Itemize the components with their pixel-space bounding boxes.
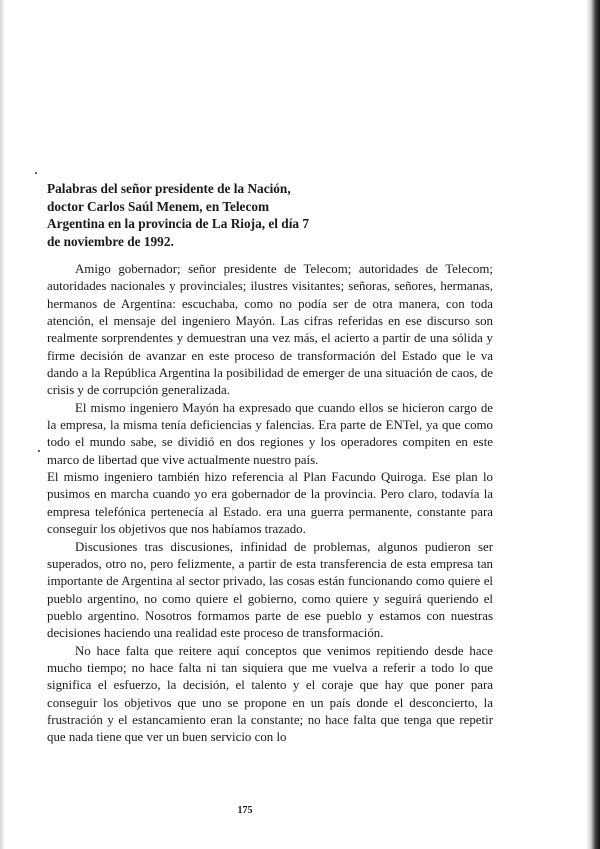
page-number: 175 (237, 805, 253, 816)
speech-title: Palabras del señor presidente de la Nación, doctor Carlos Saúl Menem, en Telecom Argentina en la provincia de La Rioja, el día 7 de noviembre de 1992. (47, 181, 310, 249)
paragraph: No hace falta que reitere aquí conceptos que venimos repitiendo desde hace mucho tiempo; no hace falta ni tan siquiera que me vuelva a referir a todo lo que significa el esfuerzo, la decisión, el talento y el coraje que hay que poner para conseguir los objetivos que uno se propone en un país donde el desconcierto, la frustración y el estancamiento eran la constante; no hace falta que tenga que repetir que nada tiene que ver un buen servicio con lo (47, 643, 493, 745)
scan-right-edge (586, 0, 600, 849)
speech-body (47, 261, 493, 747)
paragraph: Amigo gobernador; señor presidente de Telecom; autoridades de Telecom; autoridades nacionales y provinciales; ilustres visitantes; señoras, señores, hermanas, hermanos de Argentina: escuchaba, como no podía ser de otra manera, con toda atención, el mensaje del ingeniero Mayón. Las cifras referidas en ese discurso son realmente sorprendentes y demuestran una vez más, el acierto a partir de una sólida y firme decisión de avanzar en este proceso de transformación del Estado que le va dando a la República Argentina la posibilidad de emerger de una situación de caos, de crisis y de corrupción generalizada. (47, 262, 493, 398)
paragraph: Discusiones tras discusiones, infinidad de problemas, algunos pudieron ser superados, otro no, pero felizmente, a partir de esta transferencia de esta empresa tan importante de Argentina al sector privado, las cosas están funcionando como quiere el pueblo argentino, no como quiere el gobierno, como quiere y seguirá queriendo el pueblo argentino. Nosotros formamos parte de ese pueblo y estamos con nuestras decisiones haciendo una realidad este proceso de transformación. (47, 539, 493, 641)
paragraph: El mismo ingeniero también hizo referencia al Plan Facundo Quiroga. Ese plan lo pusimos en marcha cuando yo era gobernador de la provincia. Pero claro, todavía la empresa telefónica pertenecía al Estado. era una guerra permanente, constante para conseguir los objetivos que nos habíamos trazado. (47, 470, 493, 537)
paragraph: El mismo ingeniero Mayón ha expresado que cuando ellos se hicieron cargo de la empresa, la misma tenía deficiencias y falencias. Era parte de ENTel, ya que como todo el mundo sabe, se dividió en dos regiones y los operadores compiten en este marco de libertad que vive actualmente nuestro país. (47, 400, 493, 467)
scan-speck (38, 450, 40, 452)
scan-speck (35, 172, 37, 174)
scan-left-edge (0, 0, 5, 849)
